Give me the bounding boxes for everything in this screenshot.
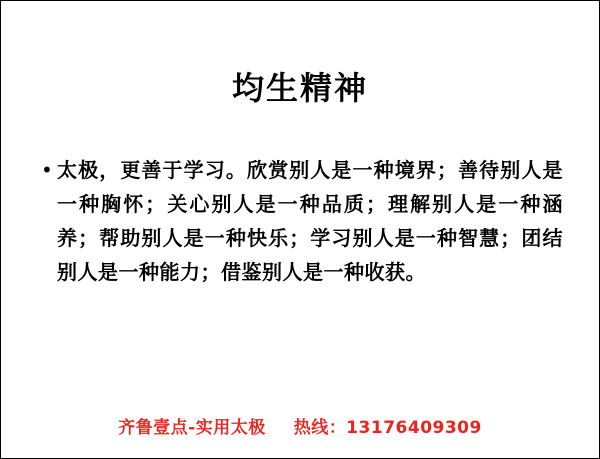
bullet-list-item — [41, 153, 563, 289]
bullet-body-text: 太极，更善于学习。欣赏别人是一种境界；善待别人是一种胸怀；关心别人是一种品质；理解别人是一种涵养；帮助别人是一种快乐；学习别人是一种智慧；团结别人是一种能力；借鉴别人是一种收获。 — [57, 158, 563, 284]
footer-brand-label: 齐鲁壹点-实用太极 — [118, 418, 266, 438]
bullet-point-icon: • — [41, 158, 53, 182]
footer-hotline-label: 热线：13176409309 — [293, 418, 482, 438]
page-title: 均生精神 — [231, 69, 368, 107]
footer — [1, 413, 599, 438]
